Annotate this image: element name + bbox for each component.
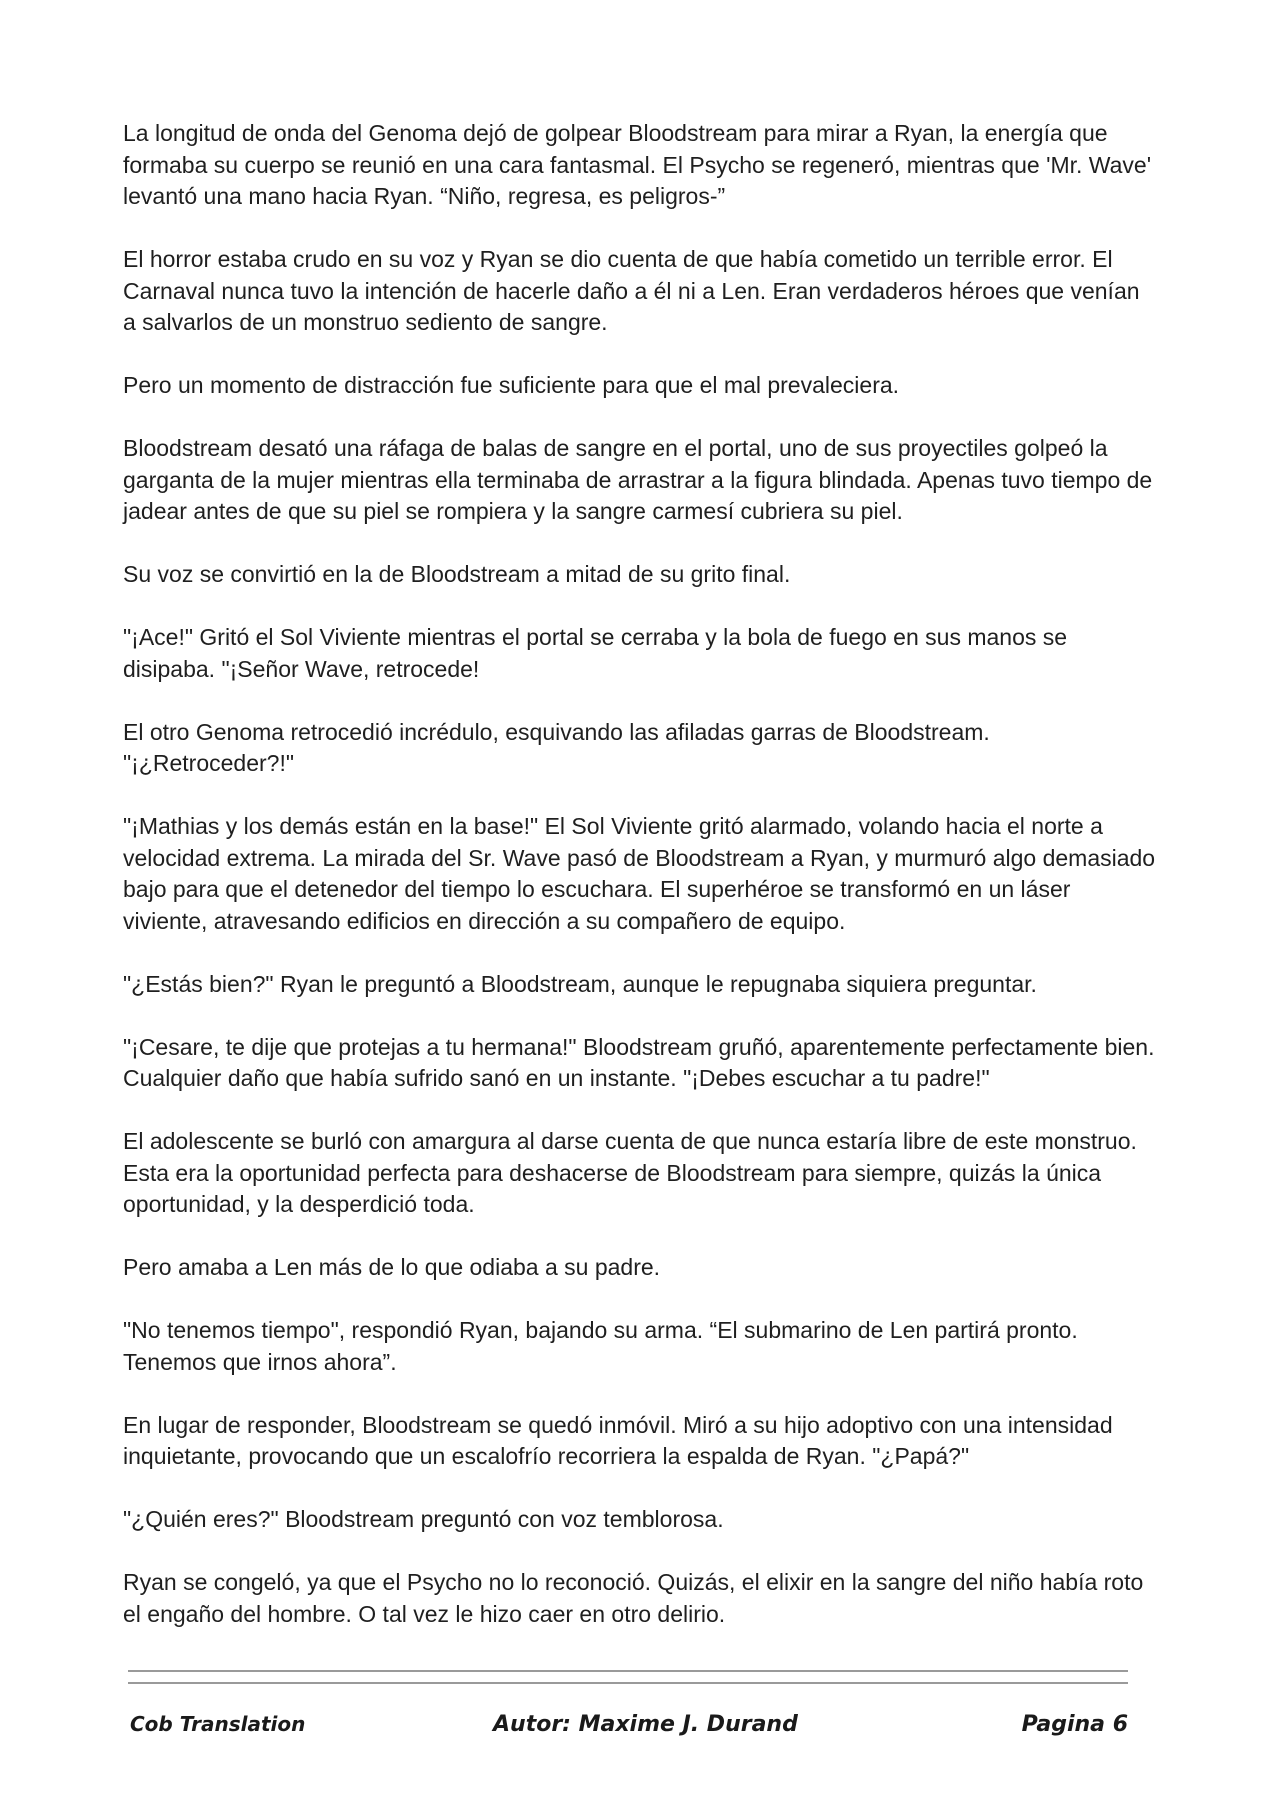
paragraph-12: Pero amaba a Len más de lo que odiaba a su padre.	[123, 1254, 661, 1280]
footer-author: Autor: Maxime J. Durand	[493, 1712, 798, 1737]
paragraph-3: Pero un momento de distracción fue suficiente para que el mal prevaleciera.	[123, 372, 900, 398]
body-text	[123, 118, 1158, 1662]
paragraph-7: El otro Genoma retrocedió incrédulo, esquivando las afiladas garras de Bloodstream. "¡¿Retroceder?!"	[123, 718, 990, 776]
paragraph-15: "¿Quién eres?" Bloodstream preguntó con voz temblorosa.	[123, 1506, 724, 1532]
paragraph-13: "No tenemos tiempo", respondió Ryan, bajando su arma. “El submarino de Len partirá pronto. Tenemos que irnos ahora”.	[123, 1317, 1078, 1375]
footer-page-number: Pagina 6	[1021, 1712, 1128, 1737]
paragraph-10: "¡Cesare, te dije que protejas a tu hermana!" Bloodstream gruñó, aparentemente perfectamente bien. Cualquier daño que había sufrido sanó en un instante. "¡Debes escuchar a tu padre!"	[123, 1033, 1155, 1091]
paragraph-8: "¡Mathias y los demás están en la base!" El Sol Viviente gritó alarmado, volando hacia el norte a velocidad extrema. La mirada del Sr. Wave pasó de Bloodstream a Ryan, y murmuró algo demasiado bajo para que el detenedor del tiempo lo escuchara. El superhéroe se transformó en un láser viviente, atravesando edificios en dirección a su compañero de equipo.	[123, 813, 1156, 934]
footer-translator: Cob Translation	[130, 1712, 306, 1736]
footer-divider-top	[128, 1670, 1128, 1672]
paragraph-1: La longitud de onda del Genoma dejó de golpear Bloodstream para mirar a Ryan, la energía que formaba su cuerpo se reunió en una cara fantasmal. El Psycho se regeneró, mientras que 'Mr. Wave' levantó una mano hacia Ryan. “Niño, regresa, es peligros-”	[123, 120, 1152, 209]
paragraph-11: El adolescente se burló con amargura al darse cuenta de que nunca estaría libre de este monstruo. Esta era la oportunidad perfecta para deshacerse de Bloodstream para siempre, quizás la única oportunidad, y la desperdició toda.	[123, 1128, 1137, 1217]
paragraph-5: Su voz se convirtió en la de Bloodstream a mitad de su grito final.	[123, 561, 791, 587]
paragraph-6: "¡Ace!" Gritó el Sol Viviente mientras el portal se cerraba y la bola de fuego en sus manos se disipaba. "¡Señor Wave, retrocede!	[123, 624, 1068, 682]
paragraph-2: El horror estaba crudo en su voz y Ryan se dio cuenta de que había cometido un terrible error. El Carnaval nunca tuvo la intención de hacerle daño a él ni a Len. Eran verdaderos héroes que venían a salvarlos de un monstruo sediento de sangre.	[123, 246, 1140, 335]
paragraph-4: Bloodstream desató una ráfaga de balas de sangre en el portal, uno de sus proyectiles golpeó la garganta de la mujer mientras ella terminaba de arrastrar a la figura blindada. Apenas tuvo tiempo de jadear antes de que su piel se rompiera y la sangre carmesí cubriera su piel.	[123, 435, 1153, 524]
paragraph-14: En lugar de responder, Bloodstream se quedó inmóvil. Miró a su hijo adoptivo con una intensidad inquietante, provocando que un escalofrío recorriera la espalda de Ryan. "¿Papá?"	[123, 1411, 1113, 1469]
paragraph-16: Ryan se congeló, ya que el Psycho no lo reconoció. Quizás, el elixir en la sangre del niño había roto el engaño del hombre. O tal vez le hizo caer en otro delirio.	[123, 1569, 1144, 1627]
paragraph-9: "¿Estás bien?" Ryan le preguntó a Bloodstream, aunque le repugnaba siquiera preguntar.	[123, 970, 1037, 997]
footer-divider-bottom	[128, 1682, 1128, 1684]
